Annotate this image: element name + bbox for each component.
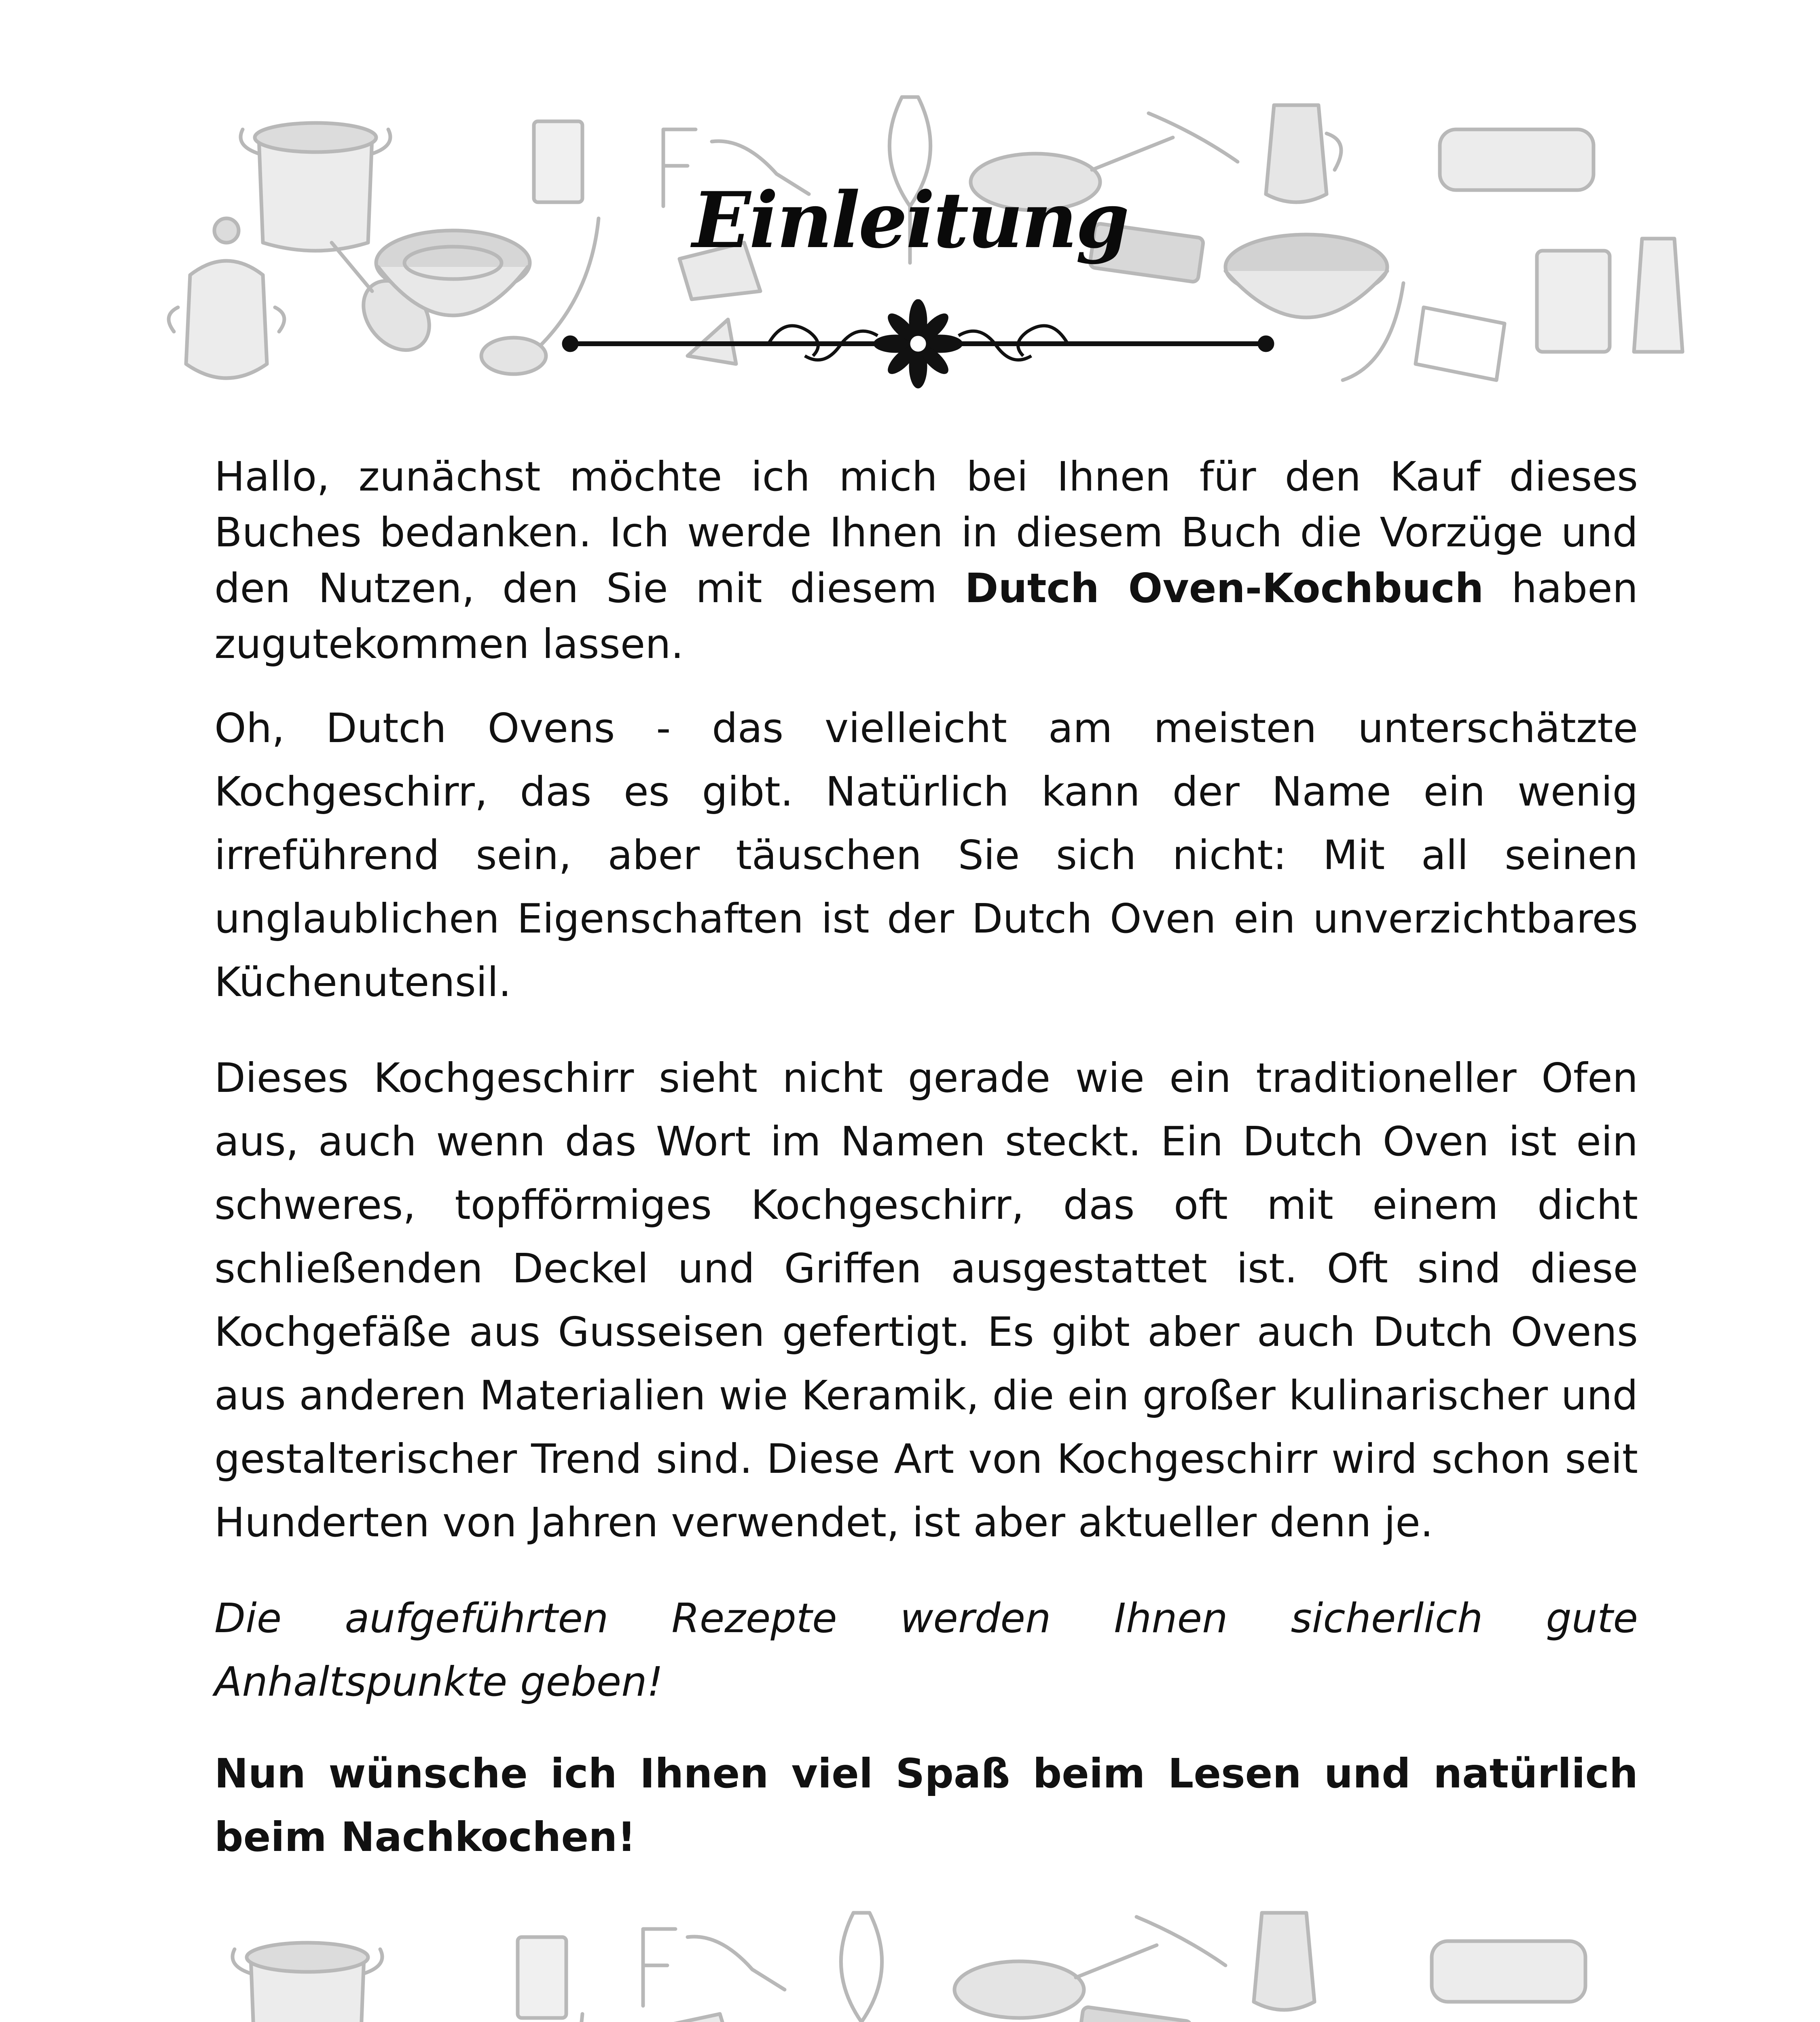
intro-text-start: Hallo, zunächst möchte ich mich bei Ihnen für den Kauf dieses Buches bedanken. Ich werde Ihnen in diesem Buch die Vorzüge und den Nutzen, den Sie mit diesem [214,453,1638,612]
paragraph-dutch-ovens: Oh, Dutch Ovens - das vielleicht am meisten unterschätzte Kochgeschirr, das es gibt. Natürlich kann der Name ein wenig irreführend sein, aber täuschen Sie sich nicht: Mit all seinen unglaublichen Eigenschaften ist der Dutch Oven ein unverzichtbares Küchenutensil. [214,704,1638,1006]
paragraph-recipes-italic: Die aufgeführten Rezepte werden Ihnen sicherlich gute Anhaltspunkte geben! [214,1595,1638,1705]
book-title-bold: Dutch Oven-Kochbuch [965,565,1484,612]
fork-icon [643,1929,675,2006]
ornament-divider [558,299,1278,396]
flower-icon [874,299,963,388]
kitchen-utensils-illustration [0,1893,1820,2022]
paper-icon [1416,307,1505,380]
pan-icon [954,1945,1157,2018]
page-title: Einleitung [692,175,1128,265]
pitcher-icon [1254,1913,1314,2010]
baking-tin-icon [1432,1941,1585,2002]
flourish-icon [558,299,1278,396]
glass-icon [518,1937,566,2018]
cutting-board-icon [1077,2007,1192,2022]
cleaver-icon [663,2014,732,2022]
paragraph-intro [214,449,1638,672]
pot-icon [233,1943,382,2022]
whisk-icon [841,1913,882,2022]
paragraph-description: Dieses Kochgeschirr sieht nicht gerade wie ein traditioneller Ofen aus, auch wenn das Wort im Namen steckt. Ein Dutch Oven ist ein schweres, topfförmiges Kochgeschirr, das oft mit einem dicht schließenden Deckel und Griffen ausgestattet ist. Oft sind diese Kochgefäße aus Gusseisen gefertigt. Es gibt aber auch Dutch Ovens aus anderen Materialien wie Keramik, die ein großer kulinarischer und gestalterischer Trend sind. Diese Art von Kochgeschirr wird schon seit Hunderten von Jahren verwendet, ist aber aktueller denn je. [214,1054,1638,1546]
intro-text-end: haben zugutekommen lassen. [214,565,1638,668]
main-content [214,449,1638,1869]
paragraph-closing-bold: Nun wünsche ich Ihnen viel Spaß beim Lesen und natürlich beim Nachkochen! [214,1750,1638,1861]
knife-icon [1136,1917,1225,1965]
spoon-icon [688,1937,785,1990]
scale-icon [1537,251,1610,352]
title-area [0,175,1820,265]
footer-decoration [0,1893,1820,2022]
knife-icon [1149,113,1238,162]
